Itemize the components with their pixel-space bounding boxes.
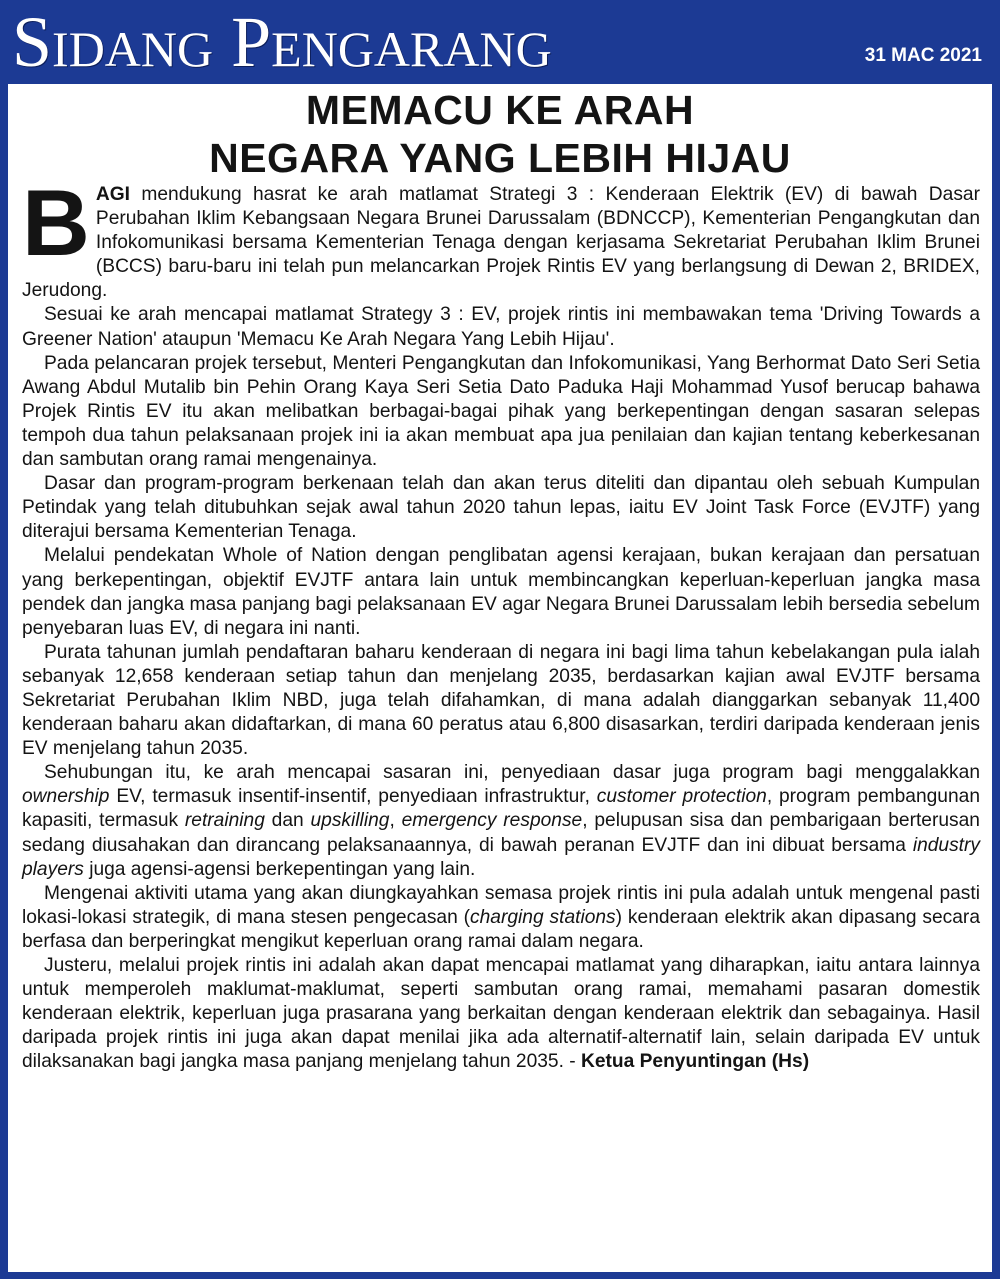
p8-text-1: Mengenai aktiviti utama yang akan diungkayahkan semasa projek rintis ini pula adalah untuk mengenal pasti lokasi-lokasi strategik, di mana stesen pengecasan ( bbox=[22, 882, 980, 928]
p7-italic-3: retraining bbox=[184, 810, 265, 832]
paragraph-1-text: mendukung hasrat ke arah matlamat Strategi 3 : Kenderaan Elektrik (EV) di bawah Dasar Perubahan Iklim Kebangsaan Negara Brunei Darussalam (BDNCCP), Kementerian Pengangkutan dan Infokomunikasi bersama Kementerian Tenaga dengan kerjasama Sekretariat Perubahan Iklim Brunei (BCCS) baru-baru ini telah pun melancarkan Projek Rintis EV yang berlangsung di Dewan 2, BRIDEX, Jerudong. bbox=[22, 184, 980, 302]
headline-line-2: NEGARA YANG LEBIH HIJAU bbox=[209, 135, 791, 181]
masthead-title: Sidang Pengarang bbox=[12, 2, 552, 82]
drop-cap: B bbox=[22, 170, 90, 275]
paragraph-9 bbox=[22, 954, 980, 1074]
paragraph-6: Purata tahunan jumlah pendaftaran baharu kenderaan di negara ini bagi lima tahun kebelakangan pula ialah sebanyak 12,658 kenderaan setiap tahun dan menjelang 2035, berdasarkan kajian awal EVJTF bersama Sekretariat Perubahan Iklim NBD, juga telah difahamkan, di mana adalah dianggarkan sebanyak 11,400 kenderaan baharu akan didaftarkan, di mana 60 peratus atau 6,800 disasarkan, terdiri daripada kenderaan jenis EV menjelang tahun 2035. bbox=[22, 641, 980, 760]
issue-date: 31 MAC 2021 bbox=[864, 45, 982, 66]
headline bbox=[8, 84, 992, 182]
paragraph-2: Sesuai ke arah mencapai matlamat Strategy 3 : EV, projek rintis ini membawakan tema 'Driving Towards a Greener Nation' ataupun 'Memacu Ke Arah Negara Yang Lebih Hijau'. bbox=[22, 304, 980, 350]
p7-italic-4: upskilling bbox=[310, 810, 390, 832]
editorial-page bbox=[8, 84, 992, 1272]
p7-text-1: Sehubungan itu, ke arah mencapai sasaran ini, penyediaan dasar juga program bagi menggalakkan bbox=[44, 762, 980, 784]
p8-italic-1: charging stations bbox=[470, 906, 616, 928]
signature: Ketua Penyuntingan (Hs) bbox=[580, 1051, 810, 1073]
p7-text-5: , bbox=[389, 810, 402, 832]
p7-text-7: juga agensi-agensi berkepentingan yang lain. bbox=[83, 858, 476, 880]
p7-text-3: , program pembangunan kapasiti, termasuk bbox=[22, 786, 980, 832]
p7-italic-6: industry players bbox=[22, 834, 980, 880]
p7-italic-2: customer protection bbox=[596, 786, 767, 808]
paragraph-4: Dasar dan program-program berkenaan telah dan akan terus diteliti dan dipantau oleh sebuah Kumpulan Petindak yang telah ditubuhkan sejak awal tahun 2020 tahun lepas, iaitu EV Joint Task Force (EVJTF) yang diterajui bersama Kementerian Tenaga. bbox=[22, 473, 980, 543]
header-banner bbox=[0, 0, 1000, 84]
headline-line-1: MEMACU KE ARAH bbox=[305, 87, 695, 133]
p7-italic-1: ownership bbox=[22, 786, 110, 808]
p7-text-2: EV, termasuk insentif-insentif, penyediaan infrastruktur, bbox=[109, 786, 597, 808]
p7-italic-5: emergency response bbox=[401, 810, 583, 832]
p8-text-2: ) kenderaan elektrik akan dipasang secara berfasa dan berperingkat mengikut keperluan orang ramai dalam negara. bbox=[22, 906, 980, 952]
p7-text-6: , pelupusan sisa dan pembarigaan berterusan sedang diusahakan dan dirancang pelaksanaannya, di bawah peranan EVJTF dan ini dibuat bersama bbox=[22, 810, 980, 856]
lead-word: AGI bbox=[95, 184, 131, 205]
paragraph-5: Melalui pendekatan Whole of Nation dengan penglibatan agensi kerajaan, bukan kerajaan dan persatuan yang berkepentingan, objektif EVJTF antara lain untuk membincangkan keperluan-keperluan jangka masa pendek dan jangka masa panjang bagi pelaksanaan EV agar Negara Brunei Darussalam lebih bersedia sebelum penyebaran luas EV, di negara ini nanti. bbox=[22, 545, 980, 639]
paragraph-1 bbox=[22, 170, 980, 303]
paragraph-9-text: Justeru, melalui projek rintis ini adalah akan dapat mencapai matlamat yang diharapkan, iaitu antara lainnya untuk memperoleh maklumat-maklumat, seperti sambutan orang ramai, memahami pasaran domestik kenderaan elektrik, keperluan juga prasarana yang berkaitan dengan kenderaan elektrik dan sebagainya. Hasil daripada projek rintis ini juga akan dapat menilai jika ada alternatif-alternatif lain, selain daripada EV untuk dilaksanakan bagi jangka masa panjang menjelang tahun 2035. - bbox=[22, 955, 980, 1073]
paragraph-7 bbox=[22, 761, 980, 881]
p7-text-4: dan bbox=[264, 810, 311, 832]
paragraph-8 bbox=[22, 882, 980, 954]
paragraph-3: Pada pelancaran projek tersebut, Menteri Pengangkutan dan Infokomunikasi, Yang Berhormat Dato Seri Setia Awang Abdul Mutalib bin Pehin Orang Kaya Seri Setia Dato Paduka Haji Mohammad Yusof berucap bahawa Projek Rintis EV itu akan melibatkan berbagai-bagai pihak yang berkepentingan dengan sasaran selepas tempoh dua tahun pelaksanaan projek ini ia akan membuat apa jua penilaian dan kajian tentang keberkesanan dan sambutan orang ramai mengenainya. bbox=[22, 352, 980, 471]
article-body bbox=[8, 170, 992, 1074]
